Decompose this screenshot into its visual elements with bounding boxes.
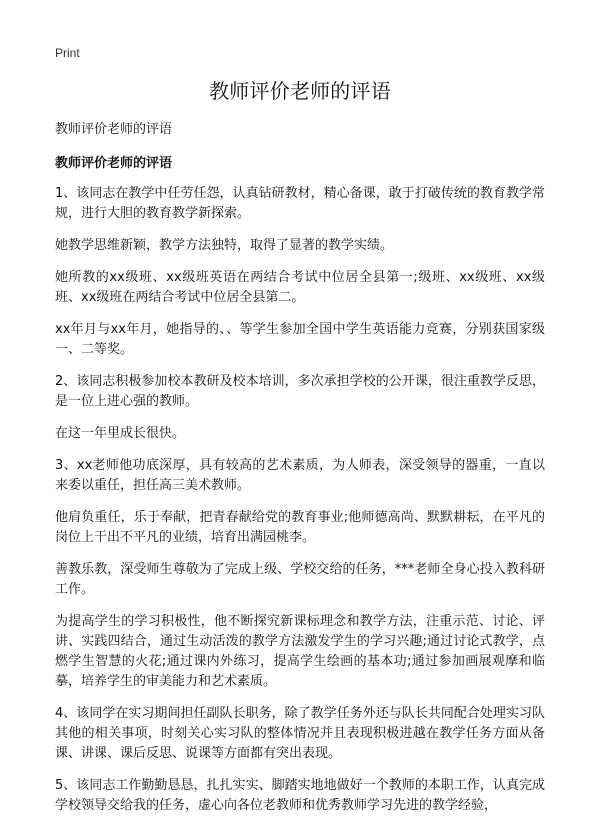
paragraph: 在这一年里成长很快。 xyxy=(55,426,186,441)
paragraph: 善教乐教，深受师生尊敬为了完成上级、学校交给的任务，***老师全身心投入教科研工作。 xyxy=(55,562,545,597)
paragraph: 5、该同志工作勤勤恳恳，扎扎实实、脚踏实地地做好一个教师的本职工作，认真完成学校领导交给我的任务，虚心向各位老教师和优秀教师学习先进的教学经验， xyxy=(55,778,545,813)
paragraph: xx年月与xx年月，她指导的、、等学生参加全国中学生英语能力竞赛，分别获国家级一、二等奖。 xyxy=(55,322,545,357)
paragraph: 4、该同学在实习期间担任副队长职务，除了教学任务外还与队长共同配合处理实习队其他的相关事项，时刻关心实习队的整体情况并且表现积极进越在教学任务方面从备课、讲课、课后反思、说课等方面都有突出表现。 xyxy=(55,706,545,761)
document-subtitle: 教师评价老师的评语 xyxy=(55,122,173,137)
paragraph: 3、xx老师他功底深厚，具有较高的艺术素质，为人师表，深受领导的器重，一直以来委以重任，担任高三美术教师。 xyxy=(55,458,545,493)
paragraph: 她所教的xx级班、xx级班英语在两结合考试中位居全县第一;级班、xx级班、xx级班、xx级班在两结合考试中位居全县第二。 xyxy=(55,270,545,305)
paragraph: 1、该同志在教学中任劳任怨，认真钻研教材，精心备课，敢于打破传统的教育教学常规，进行大胆的教育教学新探索。 xyxy=(55,186,545,221)
document-body xyxy=(55,184,545,816)
document-title: 教师评价老师的评语 xyxy=(209,79,391,103)
paragraph: 为提高学生的学习积极性，他不断探究新课标理念和教学方法，注重示范、讨论、评讲、实践四结合，通过生动活泼的教学方法激发学生的学习兴趣;通过讨论式教学，点燃学生智慧的火花;通过课内外练习，提高学生绘画的基本功;通过参加画展观摩和临摹，培养学生的审美能力和艺术素质。 xyxy=(55,614,545,689)
section-heading: 教师评价老师的评语 xyxy=(55,156,173,171)
paragraph: 她教学思维新颖，教学方法独特，取得了显著的教学实绩。 xyxy=(55,238,394,253)
paragraph: 2、该同志积极参加校本教研及校本培训，多次承担学校的公开课，很注重教学反思，是一位上进心强的教师。 xyxy=(55,374,545,409)
paragraph: 他肩负重任，乐于奉献，把青春献给党的教育事业;他师德高尚、默默耕耘，在平凡的岗位上干出不平凡的业绩，培育出满园桃李。 xyxy=(55,510,545,545)
print-label: Print xyxy=(55,46,80,60)
